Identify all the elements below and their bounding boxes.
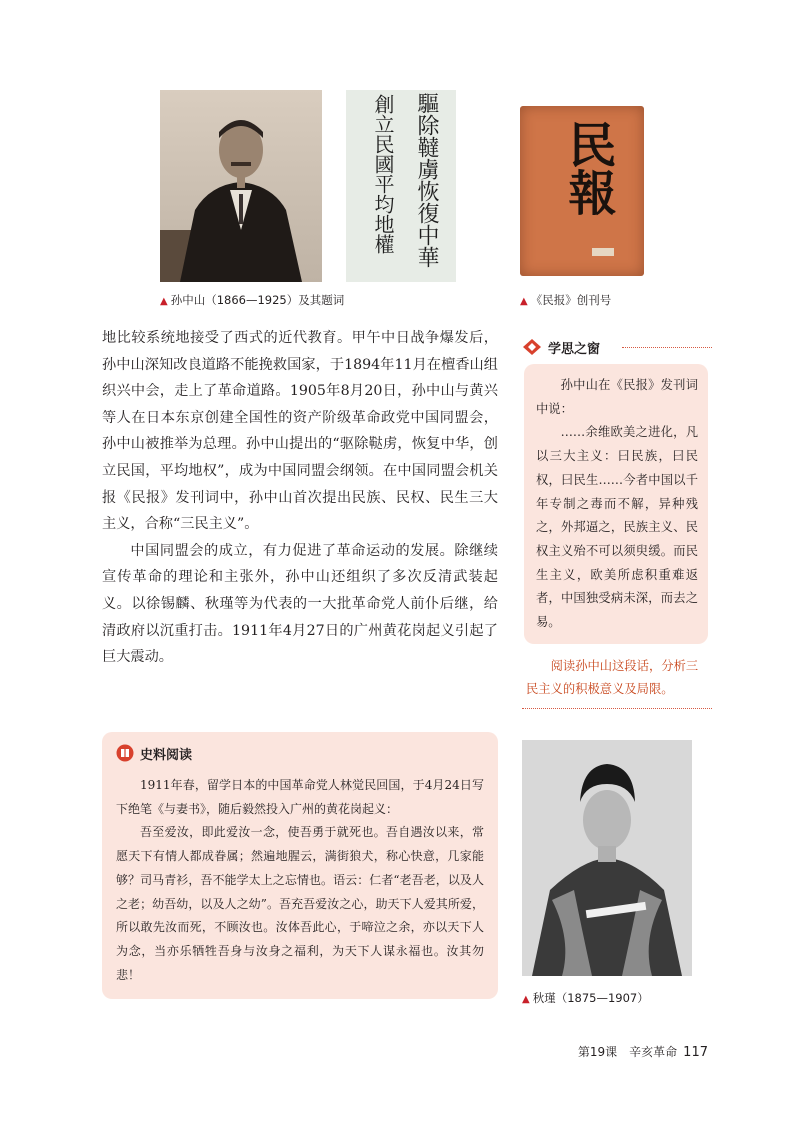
- study-window-quote: ……余维欧美之进化，凡以三大主义：曰民族，曰民权，曰民生……今者中国以千年专制之毒而不解，异种残之，外邦逼之，民族主义、民权主义殆不可以须臾缓。而民生主义，欧美所虑积重难返者，中国独受病未深，而去之易。: [536, 425, 698, 630]
- study-window-question: 阅读孙中山这段话，分析三民主义的积极意义及局限。: [526, 659, 699, 696]
- study-window-divider: [622, 347, 712, 348]
- main-paragraph-2: 中国同盟会的成立，有力促进了革命运动的发展。除继续宣传革命的理论和主张外，孙中山还组织了多次反清武装起义。以徐锡麟、秋瑾等为代表的一大批革命党人前仆后继，给清政府以沉重打击。1911年4月27日的广州黄花岗起义引起了巨大震动。: [102, 542, 498, 666]
- minbao-cover-title: 民報: [560, 120, 616, 216]
- study-window-box: [524, 364, 708, 644]
- triangle-marker-icon: ▲: [520, 296, 528, 307]
- calligraphy-left-column: 創立民國平均地權: [371, 94, 395, 254]
- study-window-intro: 孙中山在《民报》发刊词中说：: [536, 378, 698, 416]
- triangle-marker-icon: ▲: [160, 296, 168, 307]
- historical-reading-letter: 吾至爱汝，即此爱汝一念，使吾勇于就死也。吾自遇汝以来，常愿天下有情人都成眷属；然遍地腥云，满街狼犬，称心快意，几家能够？司马青衫，吾不能学太上之忘情也。语云：仁者“老吾老，以及人之老；幼吾幼，以及人之幼”。吾充吾爱汝之心，助天下人爱其所爱，所以敢先汝而死，不顾汝也。汝体吾此心，于啼泣之余，亦以天下人为念，当亦乐牺牲吾身与汝身之福利，为天下人谋永福也。汝其勿悲！: [116, 825, 484, 982]
- triangle-marker-icon: ▲: [522, 994, 530, 1005]
- page-number: 117: [683, 1045, 708, 1060]
- calligraphy-inscription: [346, 90, 456, 282]
- study-window-header: [522, 338, 712, 356]
- lesson-title: 第19课 辛亥革命: [577, 1045, 678, 1059]
- historical-reading-title: 史料阅读: [140, 748, 193, 763]
- book-badge-icon: [116, 744, 134, 762]
- minbao-cover: [520, 106, 644, 276]
- minbao-issue-label: [592, 248, 614, 256]
- qiujin-portrait: [522, 740, 692, 976]
- qiujin-caption: ▲ 秋瑾（1875—1907）: [522, 991, 649, 1005]
- diamond-badge-icon: [522, 338, 542, 356]
- historical-reading-box: [102, 732, 498, 999]
- study-window-title: 学思之窗: [548, 342, 601, 357]
- main-text: [102, 325, 498, 671]
- minbao-caption: ▲ 《民报》创刊号: [520, 293, 612, 307]
- main-paragraph-1: 地比较系统地接受了西式的近代教育。甲午中日战争爆发后，孙中山深知改良道路不能挽救国家，于1894年11月在檀香山组织兴中会，走上了革命道路。1905年8月20日，孙中山与黄兴等人在日本东京创建全国性的资产阶级革命政党中国同盟会，孙中山被推举为总理。孙中山提出的“驱除鞑虏，恢复中华，创立民国，平均地权”，成为中国同盟会纲领。在中国同盟会机关报《民报》发刊词中，孙中山首次提出民族、民权、民生三大主义，合称“三民主义”。: [102, 330, 498, 533]
- calligraphy-right-column: 驅除韃虜恢復中華: [414, 92, 439, 268]
- historical-reading-intro: 1911年春，留学日本的中国革命党人林觉民回国，于4月24日写下绝笔《与妻书》，随后毅然投入广州的黄花岗起义：: [116, 778, 484, 816]
- sun-yatsen-caption: ▲ 孙中山（1866—1925）及其题词: [160, 293, 345, 307]
- page-footer: [578, 1043, 708, 1060]
- study-window-bottom-divider: [522, 708, 712, 709]
- sun-yatsen-portrait: [160, 90, 322, 282]
